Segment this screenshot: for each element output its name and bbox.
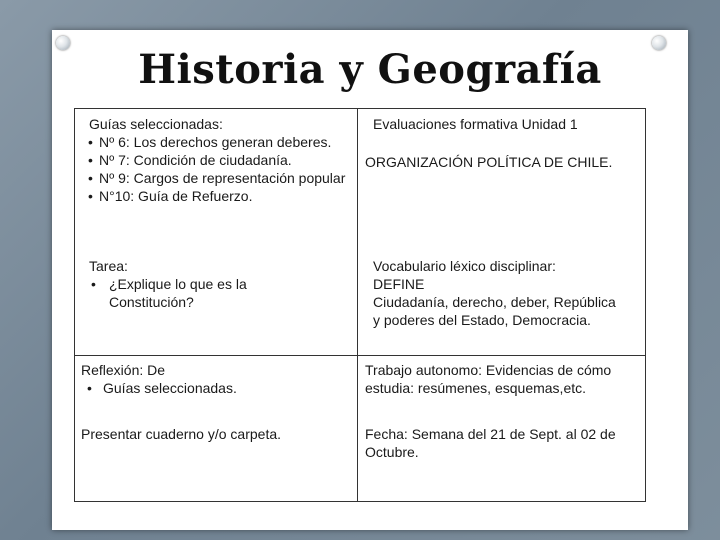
reflexion-section xyxy=(81,361,347,397)
list-item: • ¿Explique lo que es la Constitución? xyxy=(85,275,305,311)
list-item: • Nº 9: Cargos de representación popular xyxy=(85,169,347,187)
tarea-section xyxy=(85,257,305,311)
cuaderno-text: Presentar cuaderno y/o carpeta. xyxy=(81,426,282,442)
row-divider xyxy=(75,355,645,356)
fecha-text: Fecha: Semana del 21 de Sept. al 02 de Octubre. xyxy=(365,426,616,460)
tarea-heading: Tarea: xyxy=(89,258,128,274)
vocabulario-heading: Vocabulario léxico disciplinar: xyxy=(373,258,556,274)
list-item: • Nº 7: Condición de ciudadanía. xyxy=(85,151,347,169)
guias-heading: Guías seleccionadas: xyxy=(89,116,223,132)
trabajo-text: Trabajo autonomo: Evidencias de cómo estudia: resúmenes, esquemas,etc. xyxy=(365,362,612,396)
list-item: • Guías seleccionadas. xyxy=(81,379,347,397)
page-title: Historia y Geografía xyxy=(138,46,602,93)
vocabulario-define: DEFINE xyxy=(373,276,425,292)
content-table xyxy=(74,108,646,502)
guias-section xyxy=(85,115,347,205)
list-item: • N°10: Guía de Refuerzo. xyxy=(85,187,347,205)
evaluaciones-text: Evaluaciones formativa Unidad 1 xyxy=(373,116,578,132)
column-divider xyxy=(357,109,358,501)
vocabulario-terms: Ciudadanía, derecho, deber, República y poderes del Estado, Democracia. xyxy=(373,294,616,328)
list-item: • Nº 6: Los derechos generan deberes. xyxy=(85,133,347,151)
vocabulario-section xyxy=(373,257,623,329)
organizacion-text: ORGANIZACIÓN POLÍTICA DE CHILE. xyxy=(365,154,613,170)
reflexion-heading: Reflexión: De xyxy=(81,362,166,378)
